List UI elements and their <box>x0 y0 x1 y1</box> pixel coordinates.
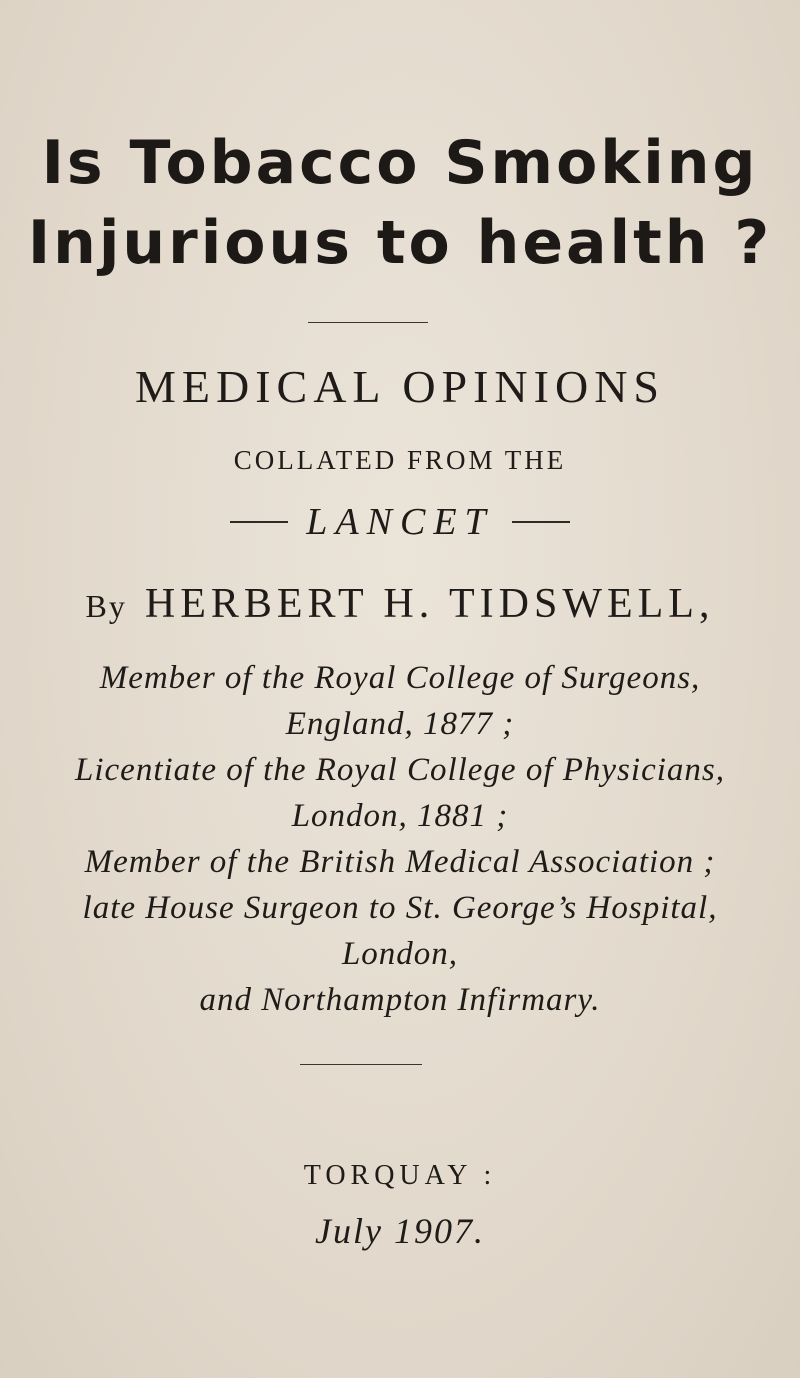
imprint-place: TORQUAY : <box>303 1160 497 1191</box>
author-name: HERBERT H. TIDSWELL, <box>144 581 715 627</box>
credential-line: Member of the Royal College of Surgeons, <box>99 660 701 696</box>
imprint-date: July 1907. <box>315 1211 485 1251</box>
subheading-collated: COLLATED FROM THE <box>233 445 567 475</box>
credential-line: England, 1877 ; <box>285 706 515 742</box>
credential-line: London, 1881 ; <box>291 798 509 834</box>
credential-line: late House Surgeon to St. George’s Hospital, <box>82 890 718 926</box>
byline-by: By <box>85 588 127 624</box>
byline <box>0 580 800 628</box>
heading-medical-opinions: MEDICAL OPINIONS <box>134 361 665 412</box>
source-line <box>0 500 800 544</box>
divider-rule <box>300 1064 422 1065</box>
credential-line: Member of the British Medical Association ; <box>84 844 716 880</box>
right-dash <box>512 521 570 523</box>
credential-line: London, <box>341 936 459 972</box>
credential-line: and Northampton Infirmary. <box>199 982 601 1018</box>
divider-rule <box>308 322 428 323</box>
left-dash <box>230 521 288 523</box>
credential-line: Licentiate of the Royal College of Physicians, <box>75 752 725 788</box>
source-lancet: LANCET <box>306 501 494 543</box>
title-line-1: Is Tobacco Smoking <box>41 128 759 198</box>
title-line-2: Injurious to health ? <box>27 208 773 278</box>
